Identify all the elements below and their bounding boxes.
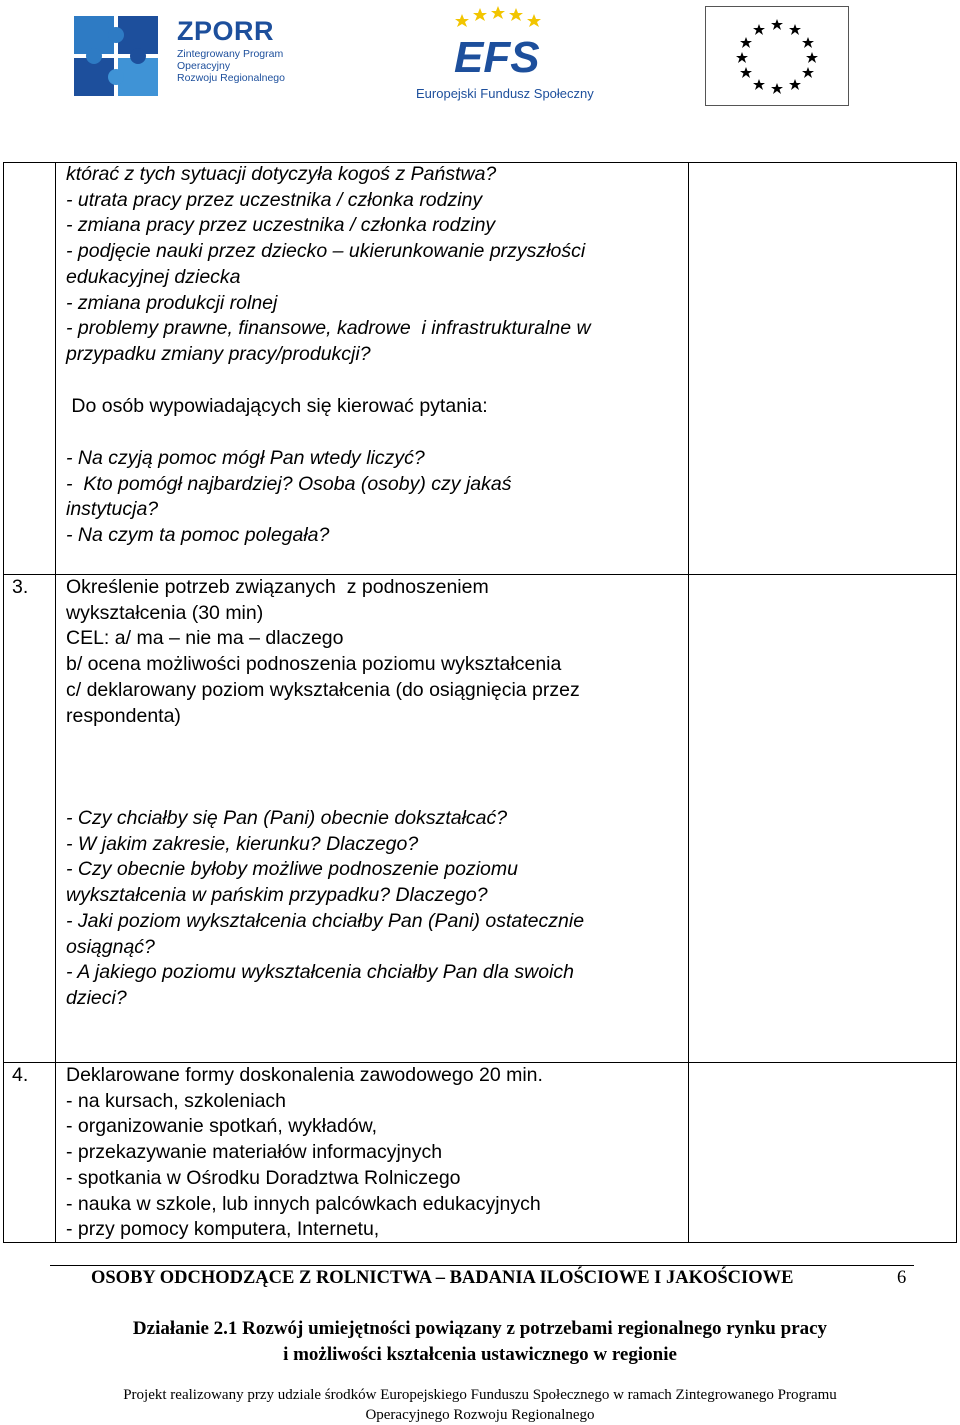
footer-rule [50,1265,914,1266]
text-line: b/ ocena możliwości podnoszenia poziomu wykształcenia [66,653,562,676]
text-line: którać z tych sytuacji dotyczyła kogoś z Państwa? [66,163,497,185]
text-line: - na kursach, szkoleniach [66,1089,287,1112]
footer-project-line: Operacyjnego Rozwoju Regionalnego [365,1407,595,1423]
text-line: - Na czym ta pomoc polegała? [66,524,330,547]
eu-stars-icon [706,7,848,105]
efs-caption: Europejski Fundusz Społeczny [416,86,594,101]
text-line: - zmiana produkcji rolnej [66,291,278,314]
text-line: - zmiana pracy przez uczestnika / członka rodziny [66,214,496,237]
text-line: c/ deklarowany poziom wykształcenia (do osiągnięcia przez [66,678,580,701]
text-line: przypadku zmiany pracy/produkcji? [66,342,371,365]
efs-logo [412,4,594,108]
text-line: - W jakim zakresie, kierunku? Dlaczego? [66,832,419,855]
text-line: - podjęcie nauki przez dziecko – ukierunkowanie przyszłości [66,240,586,263]
footer-action-line: Działanie 2.1 Rozwój umiejętności powiązany z potrzebami regionalnego rynku pracy [132,1318,828,1339]
text-line: - Czy chciałby się Pan (Pani) obecnie dokształcać? [66,807,508,829]
text-line: - spotkania w Ośrodku Doradztwa Rolniczego [66,1166,461,1189]
table-border-right [956,163,957,1243]
page-number: 6 [897,1268,907,1288]
puzzle-icon [72,12,172,102]
text-line: - organizowanie spotkań, wykładów, [66,1115,378,1138]
zporr-title: ZPORR [177,16,274,46]
zporr-logo [72,12,292,102]
row2-instruction [66,394,688,420]
text-line: dzieci? [66,986,127,1009]
text-line: osiągnąć? [66,935,155,958]
text-line: wykształcenia w pańskim przypadku? Dlaczego? [66,884,488,907]
zporr-subtitle-line: Zintegrowany Program [177,48,284,60]
row3-topic [66,575,688,729]
row3-questions [66,806,688,1012]
table-column-divider [55,163,56,1243]
text-line: - przy pomocy komputera, Internetu, [66,1218,380,1241]
text-line: - Czy obecnie byłoby możliwe podnoszenie poziomu [66,858,518,881]
text-line: instytucja? [66,498,159,521]
text-line: - Kto pomógł najbardziej? Osoba (osoby) czy jakaś [66,472,512,495]
text-line: - przekazywanie materiałów informacyjnych [66,1141,443,1164]
eu-flag [705,6,849,106]
text-line: wykształcenia (30 min) [66,601,264,624]
text-line: Do osób wypowiadających się kierować pytania: [66,395,488,417]
footer-title: OSOBY ODCHODZĄCE Z ROLNICTWA – BADANIA ILOŚCIOWE I JAKOŚCIOWE [91,1268,794,1288]
row2-questions [66,446,688,549]
zporr-subtitle-line: Operacyjny [177,60,231,72]
row4-forms [66,1063,688,1243]
efs-letters: EFS [454,33,540,82]
text-line: - A jakiego poziomu wykształcenia chciałby Pan dla swoich [66,961,574,984]
text-line: - problemy prawne, finansowe, kadrowe i infrastrukturalne w [66,317,591,340]
zporr-subtitle-line: Rozwoju Regionalnego [177,72,285,84]
footer-project-line: Projekt realizowany przy udziale środków Europejskiego Funduszu Społecznego w ramach Zintegrowanego Programu [123,1387,837,1403]
text-line: edukacyjnej dziecka [66,265,241,288]
table-column-divider [688,163,689,1243]
zporr-subtitle [177,48,285,84]
text-line: - Na czyją pomoc mógł Pan wtedy liczyć? [66,447,425,469]
text-line: CEL: a/ ma – nie ma – dlaczego [66,627,344,650]
text-line: Określenie potrzeb związanych z podnoszeniem [66,576,489,598]
footer-action-line: i możliwości kształcenia ustawicznego w regionie [283,1344,677,1365]
text-line: - utrata pracy przez uczestnika / członka rodziny [66,188,483,211]
efs-stars-icon [412,4,582,84]
row-number: 4. [12,1064,29,1086]
text-line: - nauka w szkole, lub innych palcówkach edukacyjnych [66,1192,541,1215]
table-border-left [3,163,4,1243]
text-line: - Jaki poziom wykształcenia chciałby Pan (Pani) ostatecznie [66,909,585,932]
row2-situations [66,162,688,368]
text-line: respondenta) [66,704,181,727]
row-number: 3. [12,576,29,598]
text-line: Deklarowane formy doskonalenia zawodowego 20 min. [66,1064,543,1086]
